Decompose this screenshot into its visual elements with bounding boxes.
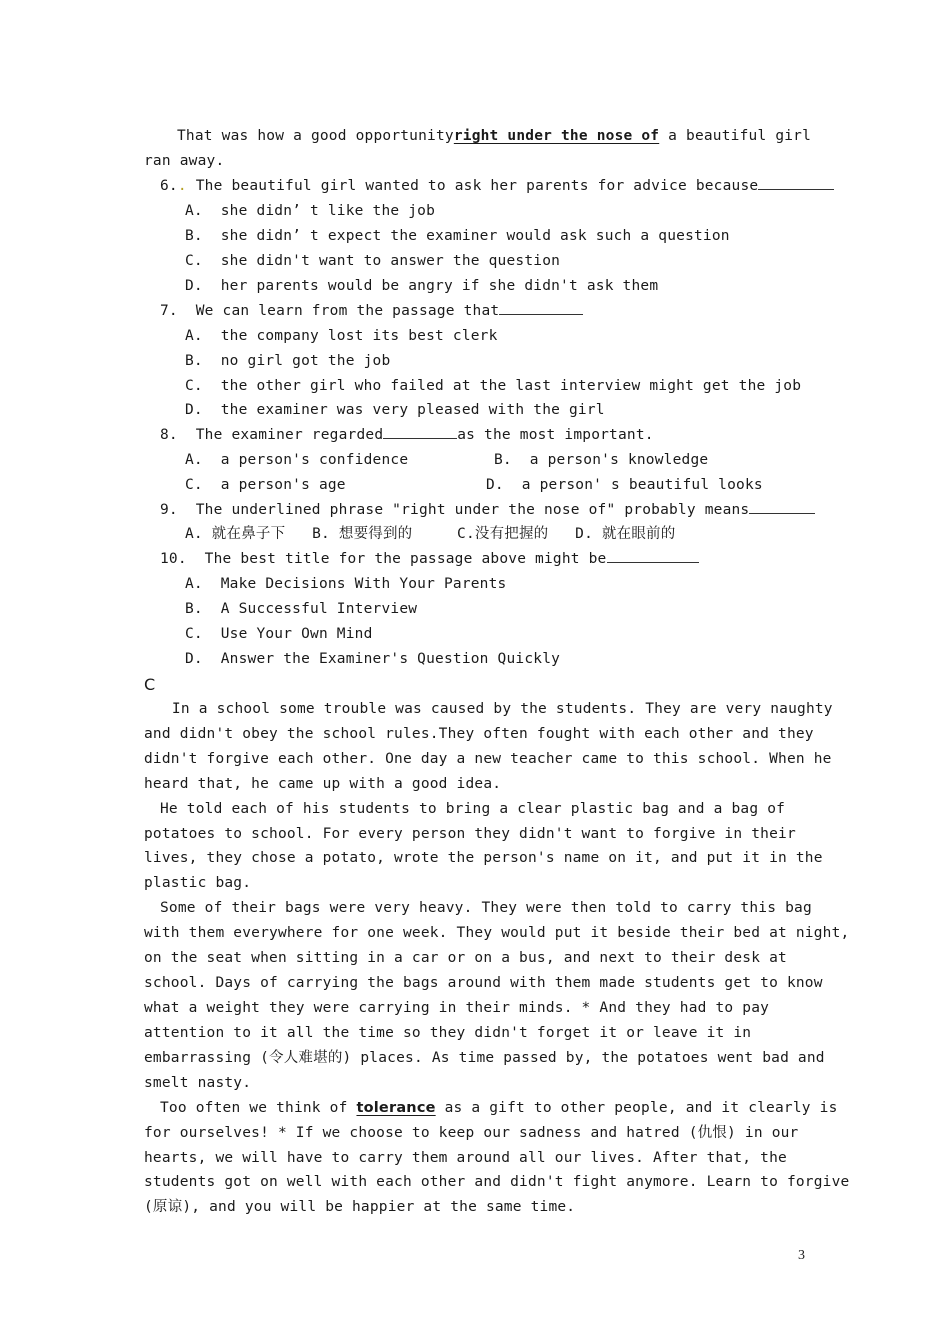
section-c-heading: C: [144, 675, 156, 694]
paragraph-4-line: for ourselves! * If we choose to keep our sadness and hatred (仇恨) in our: [144, 1125, 799, 1141]
paragraph-1-line: and didn't obey the school rules.They often fought with each other and they: [144, 726, 814, 742]
answer-blank: [749, 498, 815, 514]
paragraph-3-line: embarrassing (令人难堪的) places. As time passed by, the potatoes went bad and: [144, 1050, 825, 1066]
page-number: 3: [798, 1248, 805, 1263]
q8-option-c: C. a person's age: [185, 477, 346, 493]
paragraph-2-line: potatoes to school. For every person they didn't want to forgive in their: [144, 826, 796, 842]
paragraph-2-line: lives, they chose a potato, wrote the person's name on it, and put it in the: [144, 850, 823, 866]
question-6-stem: 6.. The beautiful girl wanted to ask her parents for advice because: [160, 174, 834, 199]
q8-option-d: D. a person' s beautiful looks: [486, 477, 763, 493]
answer-blank: [758, 174, 834, 190]
intro-text-end: a beautiful girl: [668, 128, 812, 144]
q7-option-c: C. the other girl who failed at the last interview might get the job: [185, 378, 802, 394]
paragraph-2-line: He told each of his students to bring a clear plastic bag and a bag of: [160, 801, 786, 817]
q6-option-d: D. her parents would be angry if she didn't ask them: [185, 278, 659, 294]
paragraph-3-line: Some of their bags were very heavy. They were then told to carry this bag: [160, 900, 812, 916]
question-10-stem: 10. The best title for the passage above might be: [160, 547, 699, 572]
question-8-stem: 8. The examiner regarded as the most important.: [160, 423, 654, 448]
highlight-mark: .: [177, 178, 187, 194]
answer-blank: [607, 547, 699, 563]
q9-options: A. 就在鼻子下 B. 想要得到的 C.没有把握的 D. 就在眼前的: [185, 526, 676, 542]
q6-option-b: B. she didn’ t expect the examiner would ask such a question: [185, 228, 730, 244]
q7-option-a: A. the company lost its best clerk: [185, 328, 498, 344]
question-7-stem: 7. We can learn from the passage that: [160, 299, 583, 324]
paragraph-3-line: what a weight they were carrying in their minds. * And they had to pay: [144, 1000, 770, 1016]
intro-line-2: ran away.: [144, 153, 225, 169]
paragraph-3-line: school. Days of carrying the bags around with them made students get to know: [144, 975, 823, 991]
intro-text: That was how a good opportunity: [177, 128, 454, 144]
q6-option-c: C. she didn't want to answer the question: [185, 253, 561, 269]
underlined-word-tolerance: tolerance: [356, 1100, 436, 1116]
q8-option-a: A. a person's confidence: [185, 452, 409, 468]
paragraph-3-line: smelt nasty.: [144, 1075, 252, 1091]
paragraph-1-line: didn't forgive each other. One day a new teacher came to this school. When he: [144, 751, 832, 767]
paragraph-2-line: plastic bag.: [144, 875, 252, 891]
q10-option-c: C. Use Your Own Mind: [185, 626, 373, 642]
paragraph-4-line: students got on well with each other and didn't fight anymore. Learn to forgive: [144, 1174, 850, 1190]
paragraph-3-line: with them everywhere for one week. They would put it beside their bed at night,: [144, 925, 850, 941]
q6-option-a: A. she didn’ t like the job: [185, 203, 436, 219]
answer-blank: [383, 423, 457, 439]
intro-line: [177, 124, 811, 149]
answer-blank: [499, 299, 583, 315]
q10-option-b: B. A Successful Interview: [185, 601, 418, 617]
paragraph-4-line: (原谅), and you will be happier at the same time.: [144, 1199, 576, 1215]
paragraph-3-line: on the seat when sitting in a car or on a bus, and next to their desk at: [144, 950, 787, 966]
question-9-stem: 9. The underlined phrase "right under the nose of" probably means: [160, 498, 815, 523]
q7-option-d: D. the examiner was very pleased with the girl: [185, 402, 605, 418]
paragraph-4-first-line: Too often we think of tolerance as a gift to other people, and it clearly is: [160, 1100, 838, 1116]
paragraph-1-line: In a school some trouble was caused by the students. They are very naughty: [163, 701, 833, 717]
paragraph-4-line: hearts, we will have to carry them around all our lives. After that, the: [144, 1150, 787, 1166]
q10-option-a: A. Make Decisions With Your Parents: [185, 576, 507, 592]
q8-option-b: B. a person's knowledge: [494, 452, 709, 468]
q7-option-b: B. no girl got the job: [185, 353, 391, 369]
paragraph-3-line: attention to it all the time so they didn't forget it or leave it in: [144, 1025, 752, 1041]
paragraph-1-line: heard that, he came up with a good idea.: [144, 776, 502, 792]
underlined-phrase: right under the nose of: [453, 128, 660, 144]
q10-option-d: D. Answer the Examiner's Question Quickly: [185, 651, 561, 667]
